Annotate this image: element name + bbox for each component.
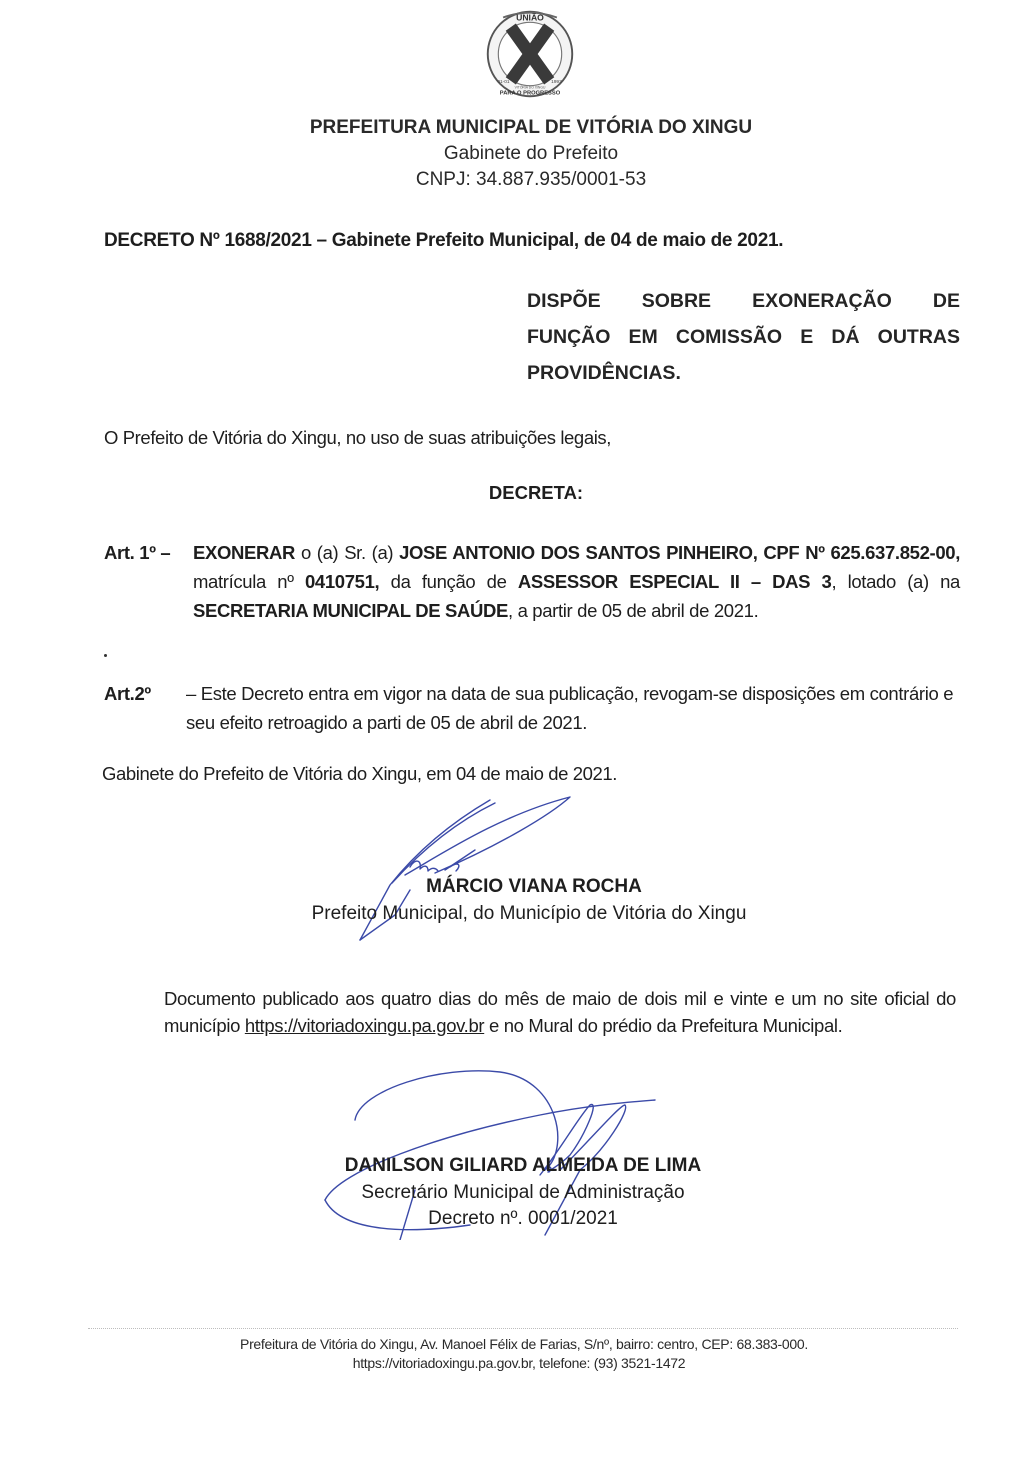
publication-text: Documento publicado aos quatro dias do mês de maio de dois mil e vinte e um no site oficial do município [164,988,956,1036]
crest-motto-bottom: PARA O PROGRESSO [499,90,561,97]
municipality-website-link[interactable]: https://vitoriadoxingu.pa.gov.br [244,1015,485,1036]
secretary-appointment-decree: Decreto nº. 0001/2021 [428,1208,618,1229]
ementa-line-1 [527,283,960,319]
footer-divider [88,1328,958,1329]
publication-text: e no Mural do prédio da Prefeitura Municipal. [484,1015,843,1036]
art1-secretaria: SECRETARIA MUNICIPAL DE SAÚDE [193,600,508,621]
publication-notice [164,985,956,1039]
art2-body: – Este Decreto entra em vigor na data de sua publicação, revogam-se disposições em contrário e seu efeito retroagido a parti de 05 de abril de 2021. [186,683,954,733]
ementa-rest: FUNÇÃO EM COMISSÃO E DÁ OUTRAS PROVIDÊNCIAS. [527,326,960,384]
art1-funcao: ASSESSOR ESPECIAL II – DAS 3 [517,571,832,592]
art1-verb: EXONERAR [193,542,296,563]
crest-year-right: 1993 [551,79,562,85]
decree-ementa [527,283,960,391]
art1-name-cpf: JOSE ANTONIO DOS SANTOS PINHEIRO, CPF Nº 625.637.852-00, [399,542,960,563]
mayor-name: MÁRCIO VIANA ROCHA [426,876,642,897]
mayor-role: Prefeito Municipal, do Município de Vitória do Xingu [311,903,747,924]
art2-label: Art.2º [104,683,151,704]
crest-year-left: 01-01 [497,79,510,85]
stray-dot-mark [104,654,107,657]
municipal-crest-icon [482,6,578,102]
art1-text: o (a) Sr. (a) [295,542,400,563]
footer-address: Prefeitura de Vitória do Xingu, Av. Manoel Félix de Farias, S/nº, bairro: centro, CEP: 68.383-000. [240,1336,808,1352]
footer-contact: https://vitoriadoxingu.pa.gov.br, telefone: (93) 3521-1472 [352,1355,686,1371]
art1-text: , a partir de 05 de abril de 2021. [508,600,759,621]
ementa-word: EXONERAÇÃO [752,290,892,312]
art1-body [193,538,960,625]
art1-text: da função de [379,571,518,592]
header-cnpj: CNPJ: 34.887.935/0001-53 [415,169,647,190]
ementa-word: DISPÕE [527,290,601,312]
art1-matricula: 0410751, [304,571,380,592]
header-subtitle: Gabinete do Prefeito [443,143,619,164]
decree-title: DECRETO Nº 1688/2021 – Gabinete Prefeito Municipal, de 04 de maio de 2021. [104,230,784,251]
decreta-heading: DECRETA: [488,482,584,503]
preamble: O Prefeito de Vitória do Xingu, no uso de suas atribuições legais, [104,427,612,448]
art1-text: matrícula nº [193,571,305,592]
crest-band-text: VITÓRIA DO XINGU [514,85,546,90]
ementa-word: DE [932,290,960,312]
art1-label: Art. 1º – [104,542,171,563]
crest-motto-top: UNIÃO [516,12,544,23]
place-date: Gabinete do Prefeito de Vitória do Xingu, em 04 de maio de 2021. [102,763,618,784]
secretary-role: Secretário Municipal de Administração [361,1182,685,1203]
header-title: PREFEITURA MUNICIPAL DE VITÓRIA DO XINGU [309,117,753,138]
secretary-name: DANILSON GILIARD ALMEIDA DE LIMA [344,1155,702,1176]
ementa-word: SOBRE [641,290,712,312]
art1-text: , lotado (a) na [831,571,960,592]
